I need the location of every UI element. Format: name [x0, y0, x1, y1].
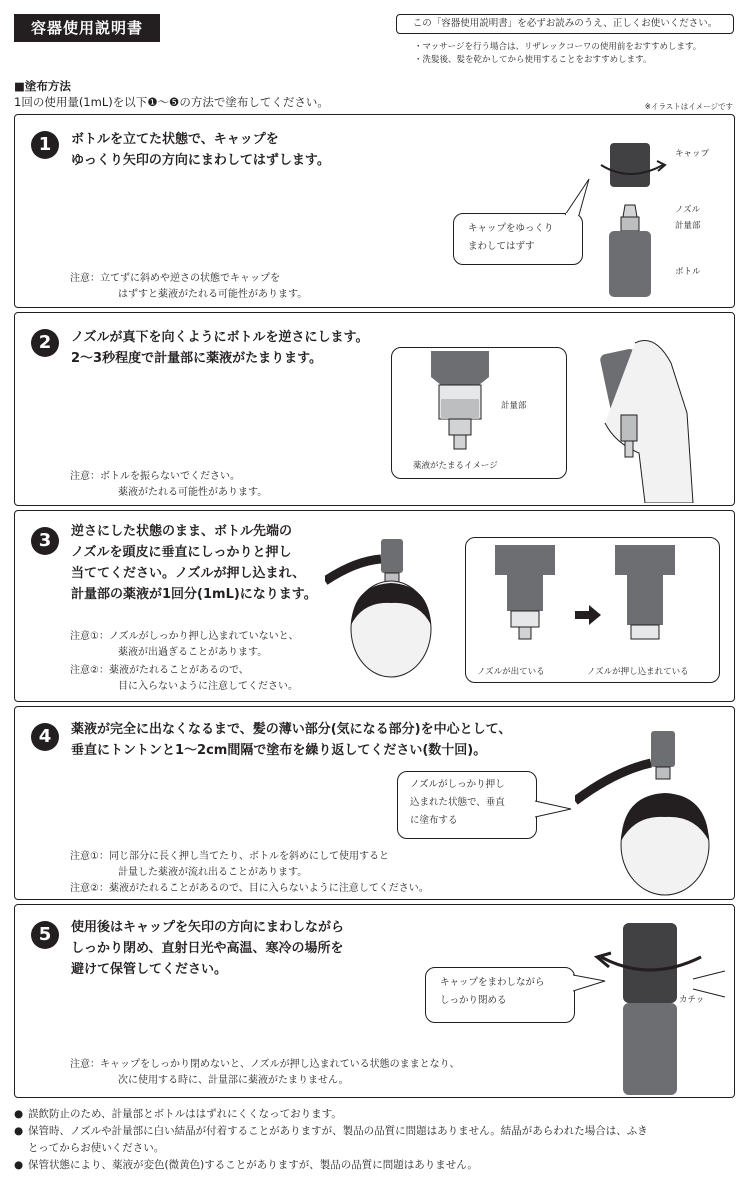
step-5-instruction: 使用後はキャップを矢印の方向にまわしながら しっかり閉め、直射日光や高温、寒冷の場所を 避けて保管してください。	[71, 920, 345, 977]
label-nozzle: ノズル	[675, 205, 701, 215]
head-application-illustration	[325, 531, 455, 681]
bubble-tail-4	[535, 795, 575, 825]
step-3-number: 3	[31, 527, 59, 555]
step-1-caution: 注意：立てずに斜めや逆さの状態でキャップを はずすと薬液がたれる可能性があります。	[70, 273, 308, 300]
head-tapping-illustration	[575, 721, 725, 901]
notice-line-after-wash: ・洗髪後、髪を乾かしてから使用することをおすすめします。	[414, 55, 652, 65]
step-3-instruction: 逆さにした状態のまま、ボトル先端の ノズルを頭皮に垂直にしっかりと押し 当ててください。ノズルが押し込まれ、 計量部の薬液が1回分(1mL)になります。	[71, 524, 317, 602]
step-2-caution: 注意：ボトルを振らないでください。 薬液がたれる可能性があります。	[70, 471, 268, 498]
step-4-caution-1: 注意①：同じ部分に長く押し当てたり、ボトルを斜めにして使用すると 計量した薬液が流れ出ることがあります。	[70, 851, 389, 878]
label-nozzle-pressed: ノズルが押し込まれている	[587, 667, 689, 677]
label-pooling-image: 薬液がたまるイメージ	[413, 461, 498, 471]
label-cap: キャップ	[675, 149, 710, 159]
method-subtitle: 1回の使用量(1mL)を以下❶〜❺の方法で塗布してください。	[14, 95, 329, 109]
bottle-cap-illustration	[595, 135, 675, 305]
step-1-instruction: ボトルを立てた状態で、キャップを ゆっくり矢印の方向にまわしてはずします。	[71, 132, 330, 168]
label-nozzle-out: ノズルが出ている	[477, 667, 545, 677]
step-2-panel	[14, 312, 735, 506]
step-1-speech-bubble: キャップをゆっくり まわしてはずす	[453, 213, 583, 265]
footer-note-2-cont: とってからお使いください。	[28, 1142, 165, 1154]
step-4-number: 4	[31, 723, 59, 751]
step-4-panel	[14, 706, 735, 900]
footer-notes	[14, 1106, 735, 1174]
step-3-caution-2: 注意②：薬液がたれることがあるので、 目に入らないように注意してください。	[70, 665, 298, 692]
step-1-number: 1	[31, 131, 59, 159]
footer-note-2: ● 保管時、ノズルや計量部に白い結晶が付着することがありますが、製品の品質に問題はありません。結晶があらわれた場合は、ふき	[14, 1125, 648, 1137]
method-heading: ■塗布方法	[14, 79, 71, 93]
step-3-caution-1: 注意①：ノズルがしっかり押し込まれていないと、 薬液が出過ぎることがあります。	[70, 631, 299, 658]
notice-line-massage: ・マッサージを行う場合は、リザレックコーワの使用前をおすすめします。	[414, 42, 702, 52]
step-3-panel	[14, 510, 735, 702]
bubble-tail	[555, 175, 595, 235]
measure-chamber-illustration	[425, 351, 495, 451]
hand-bottle-illustration	[575, 333, 705, 503]
closing-cap-illustration	[585, 913, 735, 1097]
label-bottle: ボトル	[675, 267, 701, 277]
read-notice: この「容器使用説明書」を必ずお読みのうえ、正しくお使いください。	[396, 14, 734, 34]
step-4-speech-bubble: ノズルがしっかり押し 込まれた状態で、垂直 に塗布する	[397, 771, 537, 839]
step-5-panel	[14, 904, 735, 1098]
step-5-speech-bubble: キャップをまわしながら しっかり閉める	[425, 967, 575, 1023]
footer-note-1: ● 誤飲防止のため、計量部とボトルははずれにくくなっております。	[14, 1108, 342, 1120]
step-4-caution-2: 注意②：薬液がたれることがあるので、目に入らないように注意してください。	[70, 883, 429, 894]
label-measure: 計量部	[675, 221, 701, 231]
step-1-panel	[14, 114, 735, 308]
step-5-number: 5	[31, 921, 59, 949]
illustration-note: ※イラストはイメージです	[644, 102, 733, 111]
document-title: 容器使用説明書	[14, 14, 160, 42]
step-2-instruction: ノズルが真下を向くようにボトルを逆さにします。 2〜3秒程度で計量部に薬液がたまります。	[71, 330, 369, 366]
label-measure-2: 計量部	[501, 401, 527, 411]
step-5-caution: 注意：キャップをしっかり閉めないと、ノズルが押し込まれている状態のままとなり、 次に使用する時に、計量部に薬液がたまりません。	[70, 1059, 460, 1086]
nozzle-comparison-illustration	[485, 545, 715, 655]
label-click: カチッ	[679, 995, 705, 1005]
step-2-number: 2	[31, 329, 59, 357]
footer-note-3: ● 保管状態により、薬液が変色(微黄色)することがありますが、製品の品質に問題はありません。	[14, 1159, 478, 1171]
step-4-instruction: 薬液が完全に出なくなるまで、髪の薄い部分(気になる部分)を中心として、 垂直にトントンと1〜2cm間隔で塗布を繰り返してください(数十回)。	[71, 722, 512, 758]
